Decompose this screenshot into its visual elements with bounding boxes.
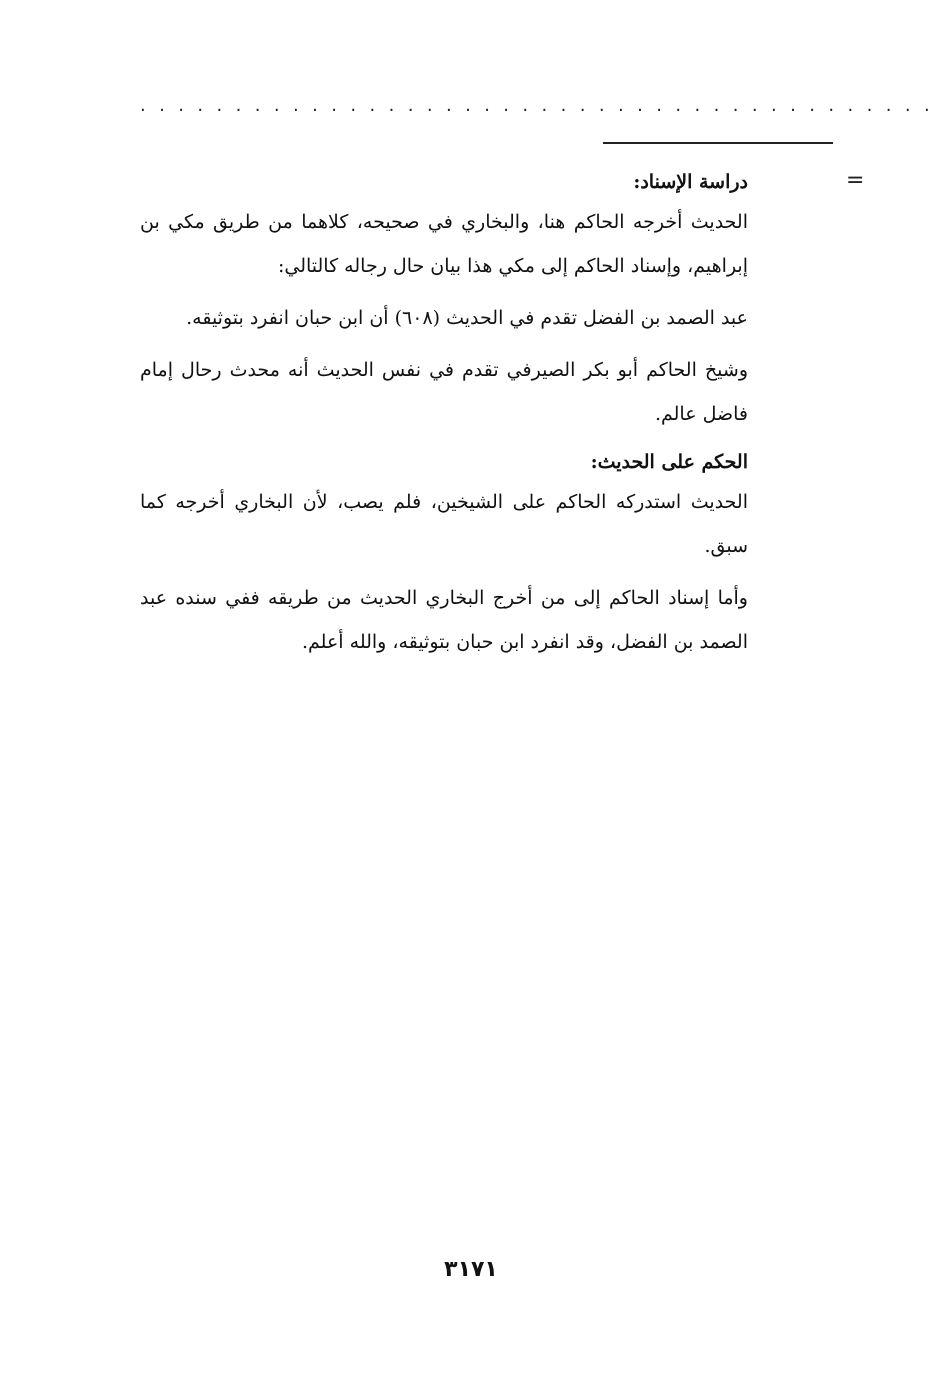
section-heading-isnad: دراسة الإسناد: bbox=[633, 171, 748, 193]
margin-mark: = bbox=[846, 168, 865, 193]
paragraph-hukm-1: الحديث استدركه الحاكم على الشيخين، فلم يصب، لأن البخاري أخرجه كما سبق. bbox=[140, 491, 748, 557]
paragraph-isnad-2: عبد الصمد بن الفضل تقدم في الحديث (٦٠٨) أن ابن حبان انفرد بتوثيقه. bbox=[186, 307, 748, 329]
paragraph-isnad-3: وشيخ الحاكم أبو بكر الصيرفي تقدم في نفس الحديث أنه محدث رحال إمام فاضل عالم. bbox=[140, 359, 748, 425]
page-body bbox=[140, 164, 748, 672]
paragraph-isnad-1: الحديث أخرجه الحاكم هنا، والبخاري في صحيحه، كلاهما من طريق مكي بن إبراهيم، وإسناد الحاكم إلى مكي هذا بيان حال رجاله كالتالي: bbox=[140, 211, 748, 277]
paragraph-hukm-2: وأما إسناد الحاكم إلى من أخرج البخاري الحديث من طريقه ففي سنده عبد الصمد بن الفضل، وقد انفرد ابن حبان بتوثيقه، والله أعلم. bbox=[140, 587, 748, 653]
dotted-separator: .......................................... bbox=[140, 95, 943, 116]
page-number: ٣١٧١ bbox=[444, 1257, 498, 1282]
section-heading-hukm: الحكم على الحديث: bbox=[590, 451, 748, 473]
horizontal-rule bbox=[603, 142, 833, 144]
